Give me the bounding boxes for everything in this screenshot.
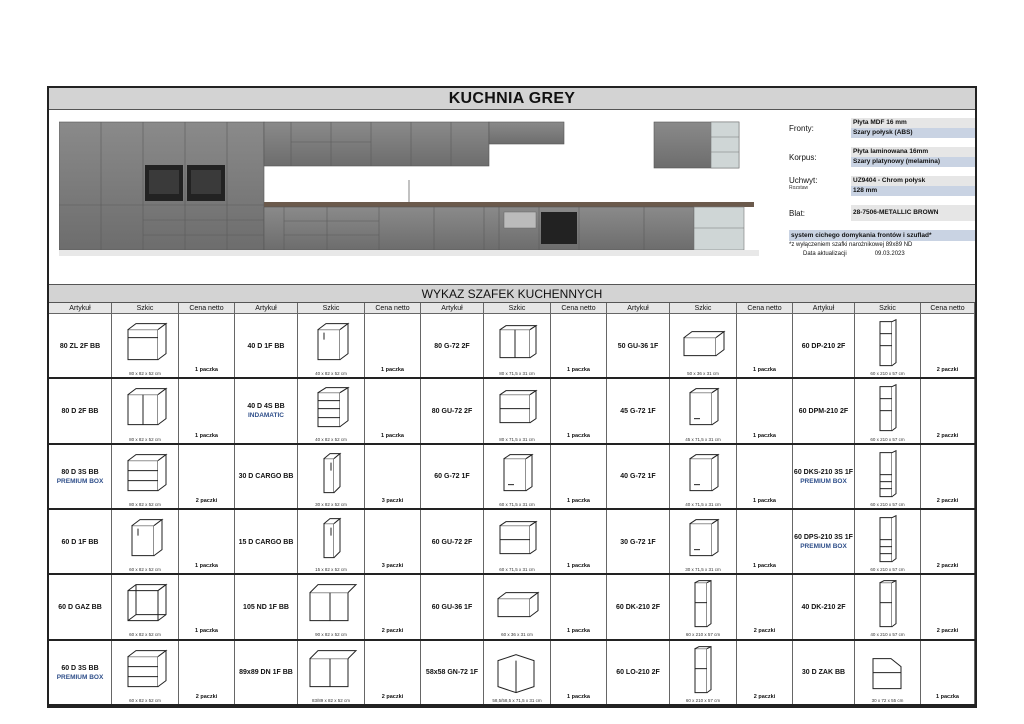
- package-count: 2 paczki: [195, 693, 218, 700]
- article-code: 40 DK-210 2F: [801, 603, 846, 611]
- article-code: 80 D 3S BB: [61, 468, 99, 476]
- column-header-sketch: Szkic: [112, 303, 179, 314]
- table-row-price: [921, 379, 975, 444]
- article-code: 40 D 1F BB: [247, 342, 285, 350]
- table-row-article: [235, 575, 298, 640]
- table-row-sketch: [298, 445, 365, 510]
- article-code: 60 D 1F BB: [61, 538, 99, 546]
- package-count: 2 paczki: [195, 497, 218, 504]
- table-row-sketch: [298, 379, 365, 444]
- column-header-art: Artykuł: [421, 303, 484, 314]
- dimensions-label: 60 x 82 x 52 cm: [129, 697, 161, 703]
- table-row-price: [737, 445, 793, 510]
- article-code: 45 G-72 1F: [620, 407, 656, 415]
- table-row-price: [737, 641, 793, 706]
- cabinet-sketch-icon: [676, 641, 730, 698]
- cabinet-sketch-icon: [490, 641, 544, 698]
- table-row-price: [179, 445, 235, 510]
- article-code: 60 GU-72 2F: [431, 538, 473, 546]
- table-row-sketch: [670, 575, 737, 640]
- column-header-sketch: Szkic: [484, 303, 551, 314]
- table-row-price: [737, 314, 793, 379]
- spec-value: 28-7506-METALLIC BROWN: [851, 205, 975, 221]
- cabinet-sketch-icon: [861, 445, 915, 502]
- package-count: 1 paczka: [381, 367, 404, 374]
- table-row-article: [793, 445, 855, 510]
- row-divider: [49, 377, 975, 379]
- package-count: 2 paczki: [936, 367, 959, 374]
- article-code: 60 DPM-210 2F: [798, 407, 849, 415]
- column-header-price: Cena netto: [737, 303, 793, 314]
- cabinet-sketch-icon: [118, 575, 172, 632]
- dimensions-label: 60 x 210 x 57 cm: [685, 697, 721, 703]
- cabinet-sketch-icon: [676, 314, 730, 371]
- row-divider: [49, 573, 975, 575]
- table-row-article: [607, 445, 670, 510]
- article-code: 105 ND 1F BB: [243, 603, 289, 611]
- table-row-article: [421, 510, 484, 575]
- table-row-sketch: [112, 510, 179, 575]
- article-code: 80 ZL 2F BB: [59, 342, 101, 350]
- spec-value: Płyta MDF 16 mm: [851, 118, 975, 128]
- table-row-sketch: [298, 575, 365, 640]
- package-count: 1 paczka: [567, 367, 590, 374]
- table-row-article: [421, 379, 484, 444]
- dimensions-label: 60 x 82 x 52 cm: [129, 567, 161, 573]
- spec-label: Korpus:: [789, 147, 851, 167]
- table-row-price: [365, 314, 421, 379]
- spec-value: Płyta laminowana 16mm: [851, 147, 975, 157]
- package-count: 2 paczki: [381, 693, 404, 700]
- specification-panel: [789, 118, 975, 257]
- dimensions-label: 40 x 71,5 x 31 cm: [685, 501, 721, 507]
- column-header-price: Cena netto: [365, 303, 421, 314]
- cabinet-sketch-icon: [490, 510, 544, 567]
- table-row-price: [365, 641, 421, 706]
- table-row-sketch: [855, 379, 921, 444]
- spec-sublabel: Rozstaw: [789, 185, 809, 191]
- article-code: 60 D GAZ BB: [58, 603, 102, 611]
- article-code: 80 G-72 2F: [434, 342, 470, 350]
- row-divider: [49, 443, 975, 445]
- table-row-sketch: [112, 445, 179, 510]
- dimensions-label: 50 x 36 x 31 cm: [687, 371, 719, 377]
- date-label: Data aktualizacji: [803, 251, 847, 257]
- dimensions-label: 60 x 82 x 52 cm: [129, 632, 161, 638]
- table-row-price: [365, 379, 421, 444]
- dimensions-label: 30 x 72 x 55 cm: [871, 697, 904, 703]
- package-count: 1 paczka: [381, 432, 404, 439]
- table-row-price: [737, 510, 793, 575]
- dimensions-label: 60 x 210 x 57 cm: [870, 436, 905, 442]
- cabinet-sketch-icon: [118, 379, 172, 436]
- spec-label: Fronty:: [789, 118, 851, 138]
- dimensions-label: 90 x 82 x 52 cm: [315, 632, 347, 638]
- package-count: 1 paczka: [195, 628, 218, 635]
- table-row-price: [551, 510, 607, 575]
- dimensions-label: 40 x 82 x 52 cm: [315, 371, 347, 377]
- update-date: [789, 251, 975, 257]
- cabinet-sketch-icon: [490, 379, 544, 436]
- table-row-price: [921, 445, 975, 510]
- dimensions-label: 40 x 210 x 57 cm: [870, 632, 905, 638]
- table-row-price: [551, 641, 607, 706]
- table-row-article: [793, 379, 855, 444]
- table-row-price: [365, 510, 421, 575]
- table-row-sketch: [855, 314, 921, 379]
- dimensions-label: 80 x 71,5 x 31 cm: [499, 436, 535, 442]
- package-count: 1 paczka: [567, 497, 590, 504]
- price-sheet: [47, 86, 977, 708]
- table-row-article: [49, 314, 112, 379]
- package-count: 1 paczka: [936, 693, 959, 700]
- spec-handle: [789, 176, 975, 196]
- table-row-price: [179, 575, 235, 640]
- row-divider: [49, 508, 975, 510]
- dimensions-label: 60 x 71,5 x 31 cm: [499, 501, 535, 507]
- cabinet-sketch-icon: [861, 641, 915, 698]
- spec-value: Szary połysk (ABS): [851, 128, 975, 138]
- table-row-article: [49, 641, 112, 706]
- dimensions-label: 15 x 82 x 52 cm: [315, 567, 347, 573]
- cabinet-table: [49, 303, 975, 706]
- article-code: 40 D 4S BB: [247, 403, 285, 411]
- package-count: 2 paczki: [936, 497, 959, 504]
- article-code: 60 DKS-210 3S 1F: [793, 468, 854, 476]
- table-row-price: [551, 575, 607, 640]
- table-row-article: [607, 314, 670, 379]
- article-code: 15 D CARGO BB: [238, 538, 294, 546]
- table-row-price: [551, 379, 607, 444]
- soft-close-note: system cichego domykania frontów i szuflad*: [789, 230, 975, 241]
- table-row-article: [235, 510, 298, 575]
- package-count: 3 paczki: [381, 563, 404, 570]
- table-row-article: [235, 445, 298, 510]
- article-code: 80 GU-72 2F: [431, 407, 473, 415]
- package-count: 2 paczki: [936, 563, 959, 570]
- cabinet-sketch-icon: [861, 379, 915, 436]
- article-code: 30 G-72 1F: [620, 538, 656, 546]
- spec-label: Uchwyt:: [789, 176, 818, 185]
- package-count: 3 paczki: [381, 497, 404, 504]
- table-row-price: [365, 445, 421, 510]
- dimensions-label: 58,5/58,5 x 71,5 x 31 cm: [492, 697, 542, 703]
- article-code: 60 G-72 1F: [434, 473, 470, 481]
- table-row-sketch: [855, 510, 921, 575]
- table-row-sketch: [670, 510, 737, 575]
- table-row-article: [49, 575, 112, 640]
- package-count: 1 paczka: [195, 432, 218, 439]
- cabinet-sketch-icon: [304, 379, 358, 436]
- dimensions-label: 80 x 82 x 52 cm: [129, 436, 161, 442]
- package-count: 2 paczki: [381, 628, 404, 635]
- article-code: 60 DK-210 2F: [616, 603, 660, 611]
- table-row-price: [921, 641, 975, 706]
- cabinet-sketch-icon: [304, 510, 358, 567]
- table-row-price: [737, 379, 793, 444]
- table-row-article: [421, 575, 484, 640]
- article-tag: PREMIUM BOX: [56, 673, 104, 681]
- table-row-sketch: [298, 641, 365, 706]
- package-count: 1 paczka: [567, 432, 590, 439]
- table-row-price: [921, 314, 975, 379]
- package-count: 1 paczka: [753, 432, 776, 439]
- table-row-article: [607, 641, 670, 706]
- table-row-article: [607, 575, 670, 640]
- package-count: 1 paczka: [753, 563, 776, 570]
- package-count: 2 paczki: [936, 432, 959, 439]
- column-header-price: Cena netto: [921, 303, 975, 314]
- article-tag: PREMIUM BOX: [800, 543, 847, 551]
- table-row-article: [49, 445, 112, 510]
- table-row-sketch: [855, 445, 921, 510]
- article-tag: PREMIUM BOX: [800, 477, 847, 485]
- article-code: 60 GU-36 1F: [431, 603, 473, 611]
- cabinet-list-title: WYKAZ SZAFEK KUCHENNYCH: [49, 285, 975, 303]
- date-value: 09.03.2023: [874, 251, 905, 257]
- package-count: 2 paczki: [753, 693, 776, 700]
- table-row-article: [793, 314, 855, 379]
- table-row-sketch: [484, 510, 551, 575]
- table-row-article: [607, 510, 670, 575]
- dimensions-label: 60 x 36 x 31 cm: [501, 632, 533, 638]
- article-code: 89x89 DN 1F BB: [239, 669, 293, 677]
- cabinet-sketch-icon: [676, 379, 730, 436]
- table-row-sketch: [298, 314, 365, 379]
- spec-body: [789, 147, 975, 167]
- cabinet-sketch-icon: [304, 575, 358, 632]
- hero-section: [49, 110, 975, 285]
- table-row-sketch: [112, 575, 179, 640]
- table-row-sketch: [670, 445, 737, 510]
- dimensions-label: 60 x 210 x 57 cm: [870, 371, 905, 377]
- table-row-price: [179, 379, 235, 444]
- column-header-price: Cena netto: [179, 303, 235, 314]
- exception-note: *z wyłączeniem szafki narożnikowej 89x89 ND: [789, 242, 913, 248]
- table-row-price: [921, 510, 975, 575]
- table-row-article: [793, 510, 855, 575]
- table-row-article: [421, 445, 484, 510]
- cabinet-sketch-icon: [490, 575, 544, 632]
- row-divider: [49, 639, 975, 641]
- dimensions-label: 60 x 71,5 x 31 cm: [499, 567, 535, 573]
- cabinet-sketch-icon: [676, 445, 730, 502]
- article-code: 60 D 3S BB: [61, 664, 99, 672]
- table-row-article: [235, 314, 298, 379]
- column-header-sketch: Szkic: [298, 303, 365, 314]
- column-header-art: Artykuł: [235, 303, 298, 314]
- dimensions-label: 83/89 x 82 x 52 cm: [311, 697, 351, 703]
- table-row-sketch: [670, 379, 737, 444]
- article-code: 60 DPS-210 3S 1F: [794, 534, 853, 542]
- table-row-sketch: [484, 314, 551, 379]
- spec-fronts: [789, 118, 975, 138]
- table-row-article: [49, 379, 112, 444]
- table-row-price: [179, 510, 235, 575]
- dimensions-label: 30 x 71,5 x 31 cm: [685, 567, 721, 573]
- dimensions-label: 60 x 210 x 57 cm: [870, 501, 905, 507]
- article-code: 80 D 2F BB: [61, 407, 99, 415]
- table-row-sketch: [855, 641, 921, 706]
- cabinet-sketch-icon: [118, 510, 172, 567]
- cabinet-sketch-icon: [304, 445, 358, 502]
- column-header-art: Artykuł: [607, 303, 670, 314]
- dimensions-label: 80 x 82 x 52 cm: [129, 501, 161, 507]
- spec-value: Szary platynowy (melamina): [851, 157, 975, 167]
- article-tag: INDAMATIC: [248, 412, 284, 420]
- spec-value: 128 mm: [851, 186, 975, 196]
- cabinet-sketch-icon: [118, 314, 172, 371]
- package-count: 1 paczka: [567, 563, 590, 570]
- table-row-article: [421, 641, 484, 706]
- package-count: 1 paczka: [753, 497, 776, 504]
- dimensions-label: 60 x 210 x 57 cm: [685, 632, 721, 638]
- table-row-sketch: [670, 641, 737, 706]
- table-row-sketch: [484, 575, 551, 640]
- table-row-sketch: [112, 641, 179, 706]
- cabinet-sketch-icon: [304, 314, 358, 371]
- dimensions-label: 45 x 71,5 x 31 cm: [685, 436, 721, 442]
- table-row-sketch: [670, 314, 737, 379]
- package-count: 2 paczki: [936, 628, 959, 635]
- article-code: 40 G-72 1F: [620, 473, 656, 481]
- dimensions-label: 40 x 82 x 52 cm: [315, 436, 347, 442]
- cabinet-sketch-icon: [118, 641, 172, 698]
- table-row-price: [551, 314, 607, 379]
- dimensions-label: 80 x 82 x 52 cm: [129, 371, 161, 377]
- kitchen-render-image: [59, 120, 759, 270]
- table-row-article: [793, 641, 855, 706]
- page-title: KUCHNIA GREY: [49, 88, 975, 110]
- table-row-price: [179, 641, 235, 706]
- article-tag: PREMIUM BOX: [56, 477, 104, 485]
- cabinet-sketch-icon: [490, 314, 544, 371]
- spec-worktop: [789, 205, 975, 221]
- table-row-article: [793, 575, 855, 640]
- cabinet-sketch-icon: [118, 445, 172, 502]
- package-count: 2 paczki: [753, 628, 776, 635]
- table-row-sketch: [484, 641, 551, 706]
- table-row-article: [235, 379, 298, 444]
- column-header-art: Artykuł: [793, 303, 855, 314]
- article-code: 60 DP-210 2F: [801, 342, 846, 350]
- package-count: 1 paczka: [753, 367, 776, 374]
- spec-value: UZ9404 - Chrom połysk: [851, 176, 975, 186]
- table-row-price: [551, 445, 607, 510]
- article-code: 30 D ZAK BB: [801, 669, 846, 677]
- package-count: 1 paczka: [567, 693, 590, 700]
- table-row-sketch: [112, 314, 179, 379]
- table-row-price: [737, 575, 793, 640]
- table-row-article: [607, 379, 670, 444]
- column-header-sketch: Szkic: [855, 303, 921, 314]
- cabinet-sketch-icon: [861, 575, 915, 632]
- cabinet-sketch-icon: [861, 314, 915, 371]
- column-header-price: Cena netto: [551, 303, 607, 314]
- column-header-sketch: Szkic: [670, 303, 737, 314]
- package-count: 1 paczka: [195, 367, 218, 374]
- spec-label: Blat:: [789, 205, 851, 221]
- table-row-price: [179, 314, 235, 379]
- article-code: 60 LO-210 2F: [616, 669, 660, 677]
- cabinet-sketch-icon: [490, 445, 544, 502]
- table-row-sketch: [298, 510, 365, 575]
- cabinet-sketch-icon: [861, 510, 915, 567]
- cabinet-sketch-icon: [676, 575, 730, 632]
- table-row-price: [921, 575, 975, 640]
- dimensions-label: 80 x 71,5 x 31 cm: [499, 371, 535, 377]
- table-row-article: [235, 641, 298, 706]
- package-count: 1 paczka: [195, 563, 218, 570]
- table-row-article: [49, 510, 112, 575]
- article-code: 50 GU-36 1F: [617, 342, 659, 350]
- table-row-sketch: [484, 445, 551, 510]
- table-row-sketch: [855, 575, 921, 640]
- dimensions-label: 30 x 82 x 52 cm: [315, 501, 347, 507]
- table-row-price: [365, 575, 421, 640]
- dimensions-label: 60 x 210 x 57 cm: [870, 567, 905, 573]
- article-code: 30 D CARGO BB: [238, 473, 294, 481]
- cabinet-sketch-icon: [304, 641, 358, 698]
- row-divider: [49, 704, 975, 706]
- column-header-art: Artykuł: [49, 303, 112, 314]
- table-row-article: [421, 314, 484, 379]
- package-count: 1 paczka: [567, 628, 590, 635]
- table-row-sketch: [484, 379, 551, 444]
- table-row-sketch: [112, 379, 179, 444]
- cabinet-sketch-icon: [676, 510, 730, 567]
- article-code: 58x58 GN-72 1F: [425, 669, 479, 677]
